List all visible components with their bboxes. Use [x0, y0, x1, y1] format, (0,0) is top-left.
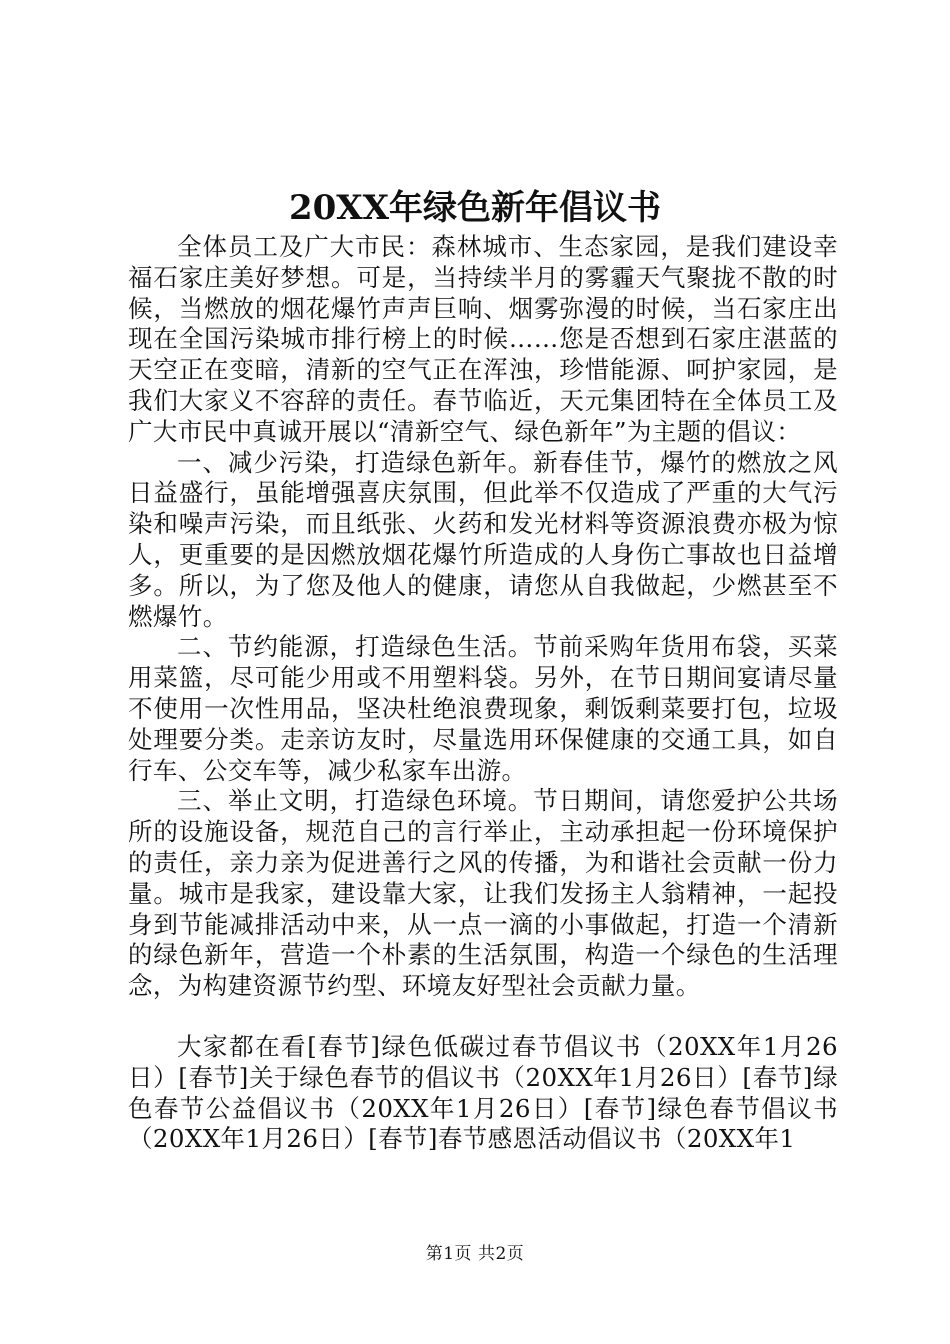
- paragraph-item-3: 三、举止文明，打造绿色环境。节日期间，请您爱护公共场所的设施设备，规范自己的言行举止，主动承担起一份环境保护的责任，亲力亲为促进善行之风的传播，为和谐社会贡献一份力量。城市是我家，建设靠大家，让我们发扬主人翁精神，一起投身到节能减排活动中来，从一点一滴的小事做起，打造一个清新的绿色新年，营造一个朴素的生活氛围，构造一个绿色的生活理念，为构建资源节约型、环境友好型社会贡献力量。: [128, 786, 838, 1001]
- document-title: 20XX年绿色新年倡议书: [288, 188, 662, 228]
- related-articles: 大家都在看[春节]绿色低碳过春节倡议书（20XX年1月26日）[春节]关于绿色春节的倡议书（20XX年1月26日）[春节]绿色春节公益倡议书（20XX年1月26日）[春节]绿色春节倡议书（20XX年1月26日）[春节]春节感恩活动倡议书（20XX年1: [128, 1031, 838, 1154]
- document-body: [128, 232, 838, 1155]
- paragraph-intro: 全体员工及广大市民：森林城市、生态家园，是我们建设幸福石家庄美好梦想。可是，当持续半月的雾霾天气聚拢不散的时候，当燃放的烟花爆竹声声巨响、烟雾弥漫的时候，当石家庄出现在全国污染城市排行榜上的时候……您是否想到石家庄湛蓝的天空正在变暗，清新的空气正在浑浊，珍惜能源、呵护家园，是我们大家义不容辞的责任。春节临近，天元集团特在全体员工及广大市民中真诚开展以“清新空气、绿色新年”为主题的倡议：: [128, 232, 838, 446]
- paragraph-spacer: [128, 1002, 838, 1032]
- paragraph-item-1: 一、减少污染，打造绿色新年。新春佳节，爆竹的燃放之风日益盛行，虽能增强喜庆氛围，但此举不仅造成了严重的大气污染和噪声污染，而且纸张、火药和发光材料等资源浪费亦极为惊人，更重要的是因燃放烟花爆竹所造成的人身伤亡事故也日益增多。所以，为了您及他人的健康，请您从自我做起，少燃甚至不燃爆竹。: [128, 447, 838, 631]
- page-indicator: 第1页 共2页: [425, 1244, 525, 1264]
- paragraph-item-2: 二、节约能源，打造绿色生活。节前采购年货用布袋，买菜用菜篮，尽可能少用或不用塑料袋。另外，在节日期间宴请尽量不使用一次性用品，坚决杜绝浪费现象，剩饭剩菜要打包，垃圾处理要分类。走亲访友时，尽量选用环保健康的交通工具，如自行车、公交车等，减少私家车出游。: [128, 632, 838, 785]
